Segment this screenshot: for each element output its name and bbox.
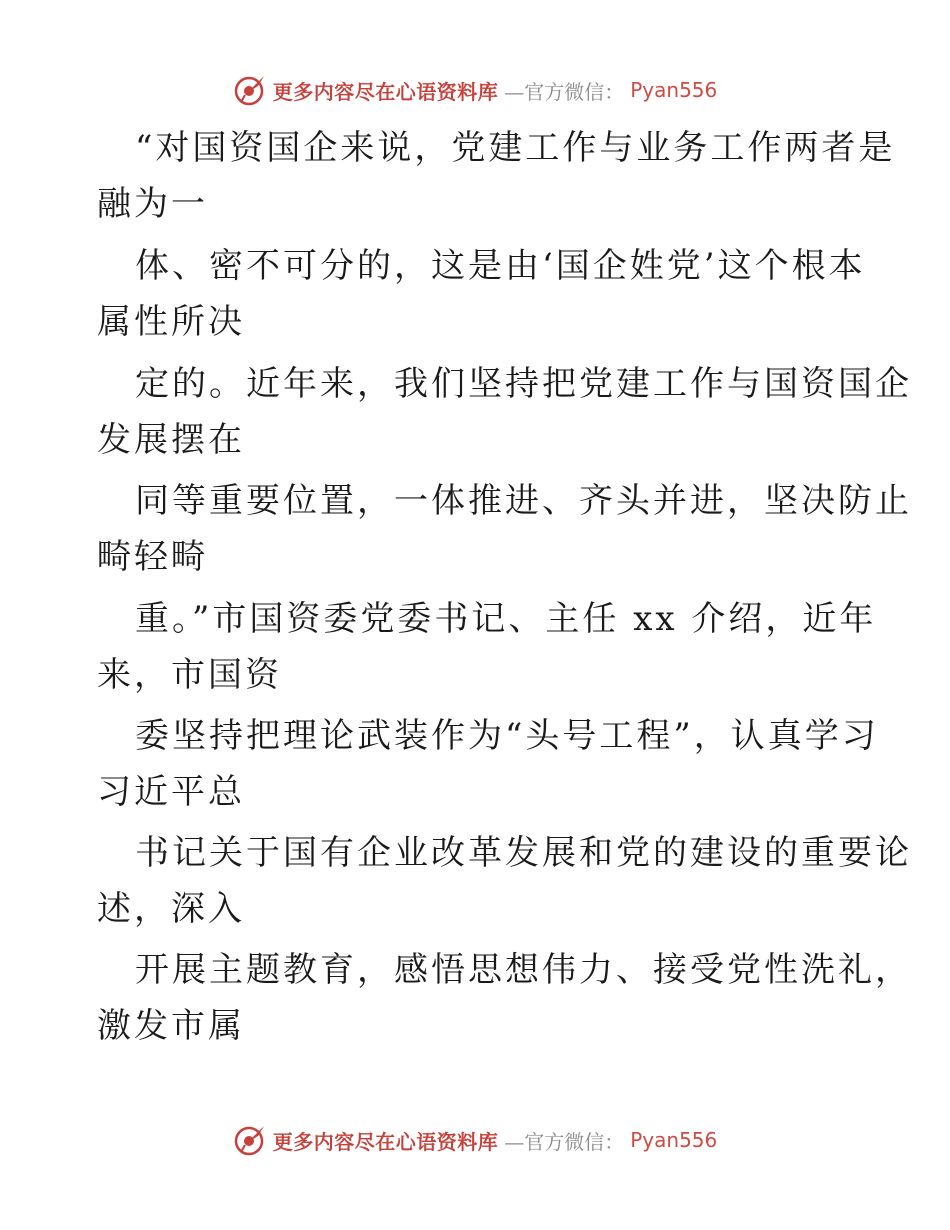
quill-logo-icon bbox=[233, 73, 267, 107]
paragraph-line: 重。”市国资委党委书记、主任 xx 介绍，近年 bbox=[135, 599, 877, 639]
paragraph-line: 激发市属 bbox=[97, 1006, 245, 1046]
watermark-account: Pyan556 bbox=[630, 1128, 718, 1152]
paragraph-line: 融为一 bbox=[97, 184, 208, 224]
paragraph-line: 习近平总 bbox=[97, 772, 245, 812]
paragraph-line: 属性所决 bbox=[97, 302, 245, 342]
paragraph-line: 畸轻畸 bbox=[97, 537, 208, 577]
paragraph-line: 同等重要位置，一体推进、齐头并进，坚决防止 bbox=[135, 481, 912, 521]
paragraph-line: 书记关于国有企业改革发展和党的建设的重要论 bbox=[135, 833, 912, 873]
watermark-separator: —官方微信： bbox=[504, 1129, 625, 1154]
paragraph-line: 定的。近年来，我们坚持把党建工作与国资国企 bbox=[135, 364, 912, 404]
paragraph-line: 委坚持把理论武装作为“头号工程”，认真学习 bbox=[135, 716, 879, 756]
paragraph-line: “对国资国企来说，党建工作与业务工作两者是 bbox=[135, 128, 896, 168]
paragraph-line: 来，市国资 bbox=[97, 655, 282, 695]
watermark-separator: —官方微信： bbox=[504, 79, 625, 104]
watermark-brand: 更多内容尽在心语资料库 bbox=[272, 1129, 499, 1154]
watermark-brand: 更多内容尽在心语资料库 bbox=[272, 79, 499, 104]
footer-watermark bbox=[0, 1120, 950, 1160]
header-watermark bbox=[0, 70, 950, 110]
paragraph-line: 述，深入 bbox=[97, 889, 245, 929]
paragraph-line: 发展摆在 bbox=[97, 420, 245, 460]
quill-logo-icon bbox=[233, 1123, 267, 1157]
paragraph-line: 体、密不可分的，这是由‘国企姓党’这个根本 bbox=[135, 246, 866, 286]
paragraph-line: 开展主题教育，感悟思想伟力、接受党性洗礼， bbox=[135, 950, 912, 990]
watermark-account: Pyan556 bbox=[630, 78, 718, 102]
